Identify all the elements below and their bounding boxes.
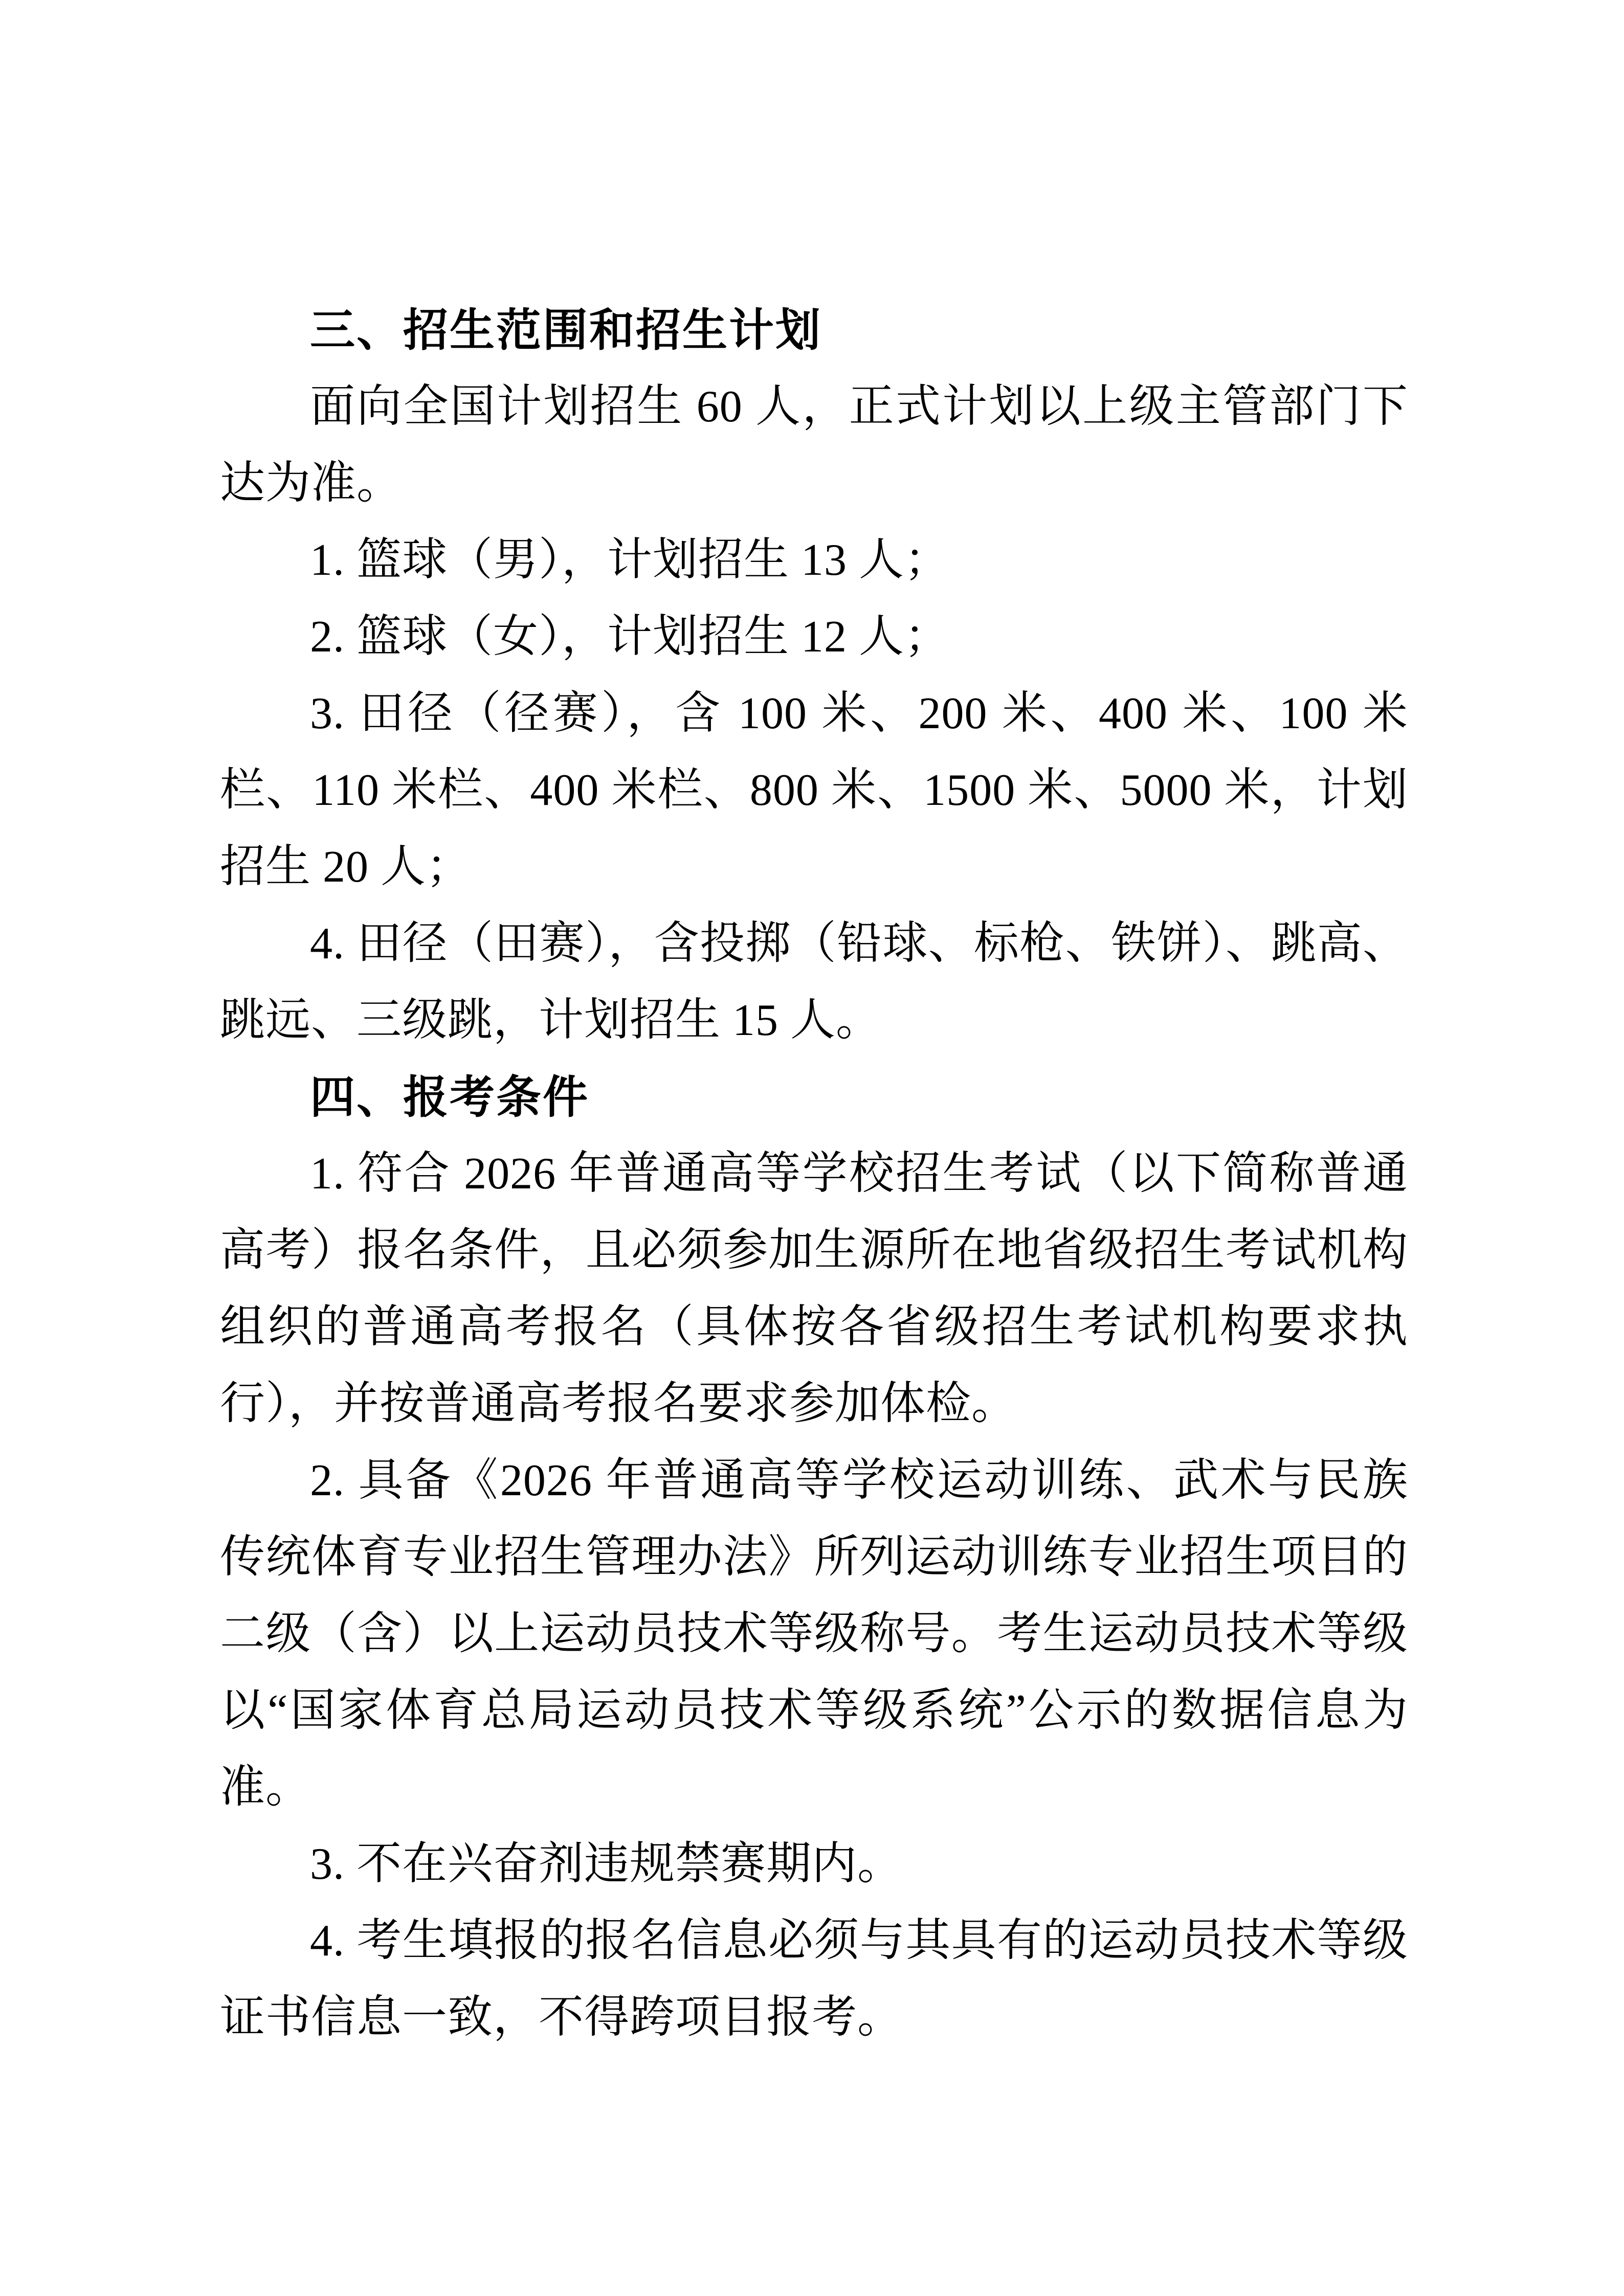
list-item-basketball-men: 1. 篮球（男），计划招生 13 人； (310, 535, 950, 585)
section-heading-application-conditions: 四、报考条件 (310, 1072, 590, 1122)
condition-item-athlete-grade: 2. 具备《2026 年普通高等学校运动训练、武术与民族传统体育专业招生管理办法》所列运动训练专业招生项目的二级（含）以上运动员技术等级称号。考生运动员技术等级以“国家体育总局运动员技术等级系统”公示的数据信息为准。 (220, 1456, 1408, 1812)
list-item-basketball-women: 2. 篮球（女），计划招生 12 人； (310, 612, 950, 662)
condition-item-gaokao-registration: 1. 符合 2026 年普通高等学校招生考试（以下简称普通高考）报名条件，且必须参加生源所在地省级招生考试机构组织的普通高考报名（具体按各省级招生考试机构要求执行），并按普通高考报名要求参加体检。 (220, 1149, 1408, 1429)
condition-item-anti-doping: 3. 不在兴奋剂违规禁赛期内。 (310, 1839, 903, 1889)
list-item-track-events: 3. 田径（径赛），含 100 米、200 米、400 米、100 米栏、110 米栏、400 米栏、800 米、1500 米、5000 米，计划招生 20 人； (220, 689, 1408, 892)
list-item-field-events: 4. 田径（田赛），含投掷（铅球、标枪、铁饼）、跳高、跳远、三级跳，计划招生 15 人。 (220, 919, 1408, 1045)
section-heading-enrollment-scope: 三、招生范围和招生计划 (310, 305, 822, 355)
condition-item-info-consistency: 4. 考生填报的报名信息必须与其具有的运动员技术等级证书信息一致，不得跨项目报考。 (220, 1916, 1408, 2042)
paragraph-enrollment-total: 面向全国计划招生 60 人，正式计划以上级主管部门下达为准。 (220, 382, 1408, 508)
document-text-block (220, 292, 1408, 2056)
